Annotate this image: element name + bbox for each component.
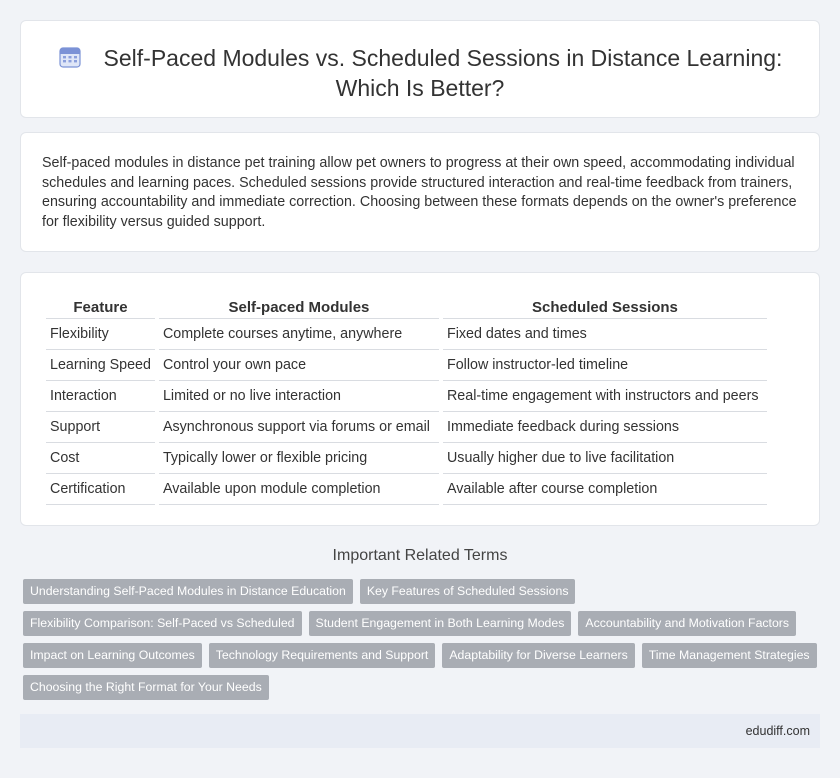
cell-scheduled: Real-time engagement with instructors and peers (443, 381, 767, 412)
related-term-tag[interactable]: Key Features of Scheduled Sessions (360, 579, 576, 604)
related-term-tag[interactable]: Choosing the Right Format for Your Needs (23, 675, 269, 700)
table-row (46, 412, 767, 443)
title-line-2: Which Is Better? (335, 75, 505, 101)
related-term-tag[interactable]: Adaptability for Diverse Learners (442, 643, 634, 668)
cell-scheduled: Fixed dates and times (443, 319, 767, 350)
related-term-tag[interactable]: Student Engagement in Both Learning Modes (309, 611, 572, 636)
related-term-tag[interactable]: Time Management Strategies (642, 643, 817, 668)
footer-site-link[interactable]: edudiff.com (745, 724, 810, 738)
table-row (46, 319, 767, 350)
table-row (46, 350, 767, 381)
cell-scheduled: Available after course completion (443, 474, 767, 505)
cell-self-paced: Typically lower or flexible pricing (159, 443, 439, 474)
related-term-tag[interactable]: Impact on Learning Outcomes (23, 643, 202, 668)
title-card (20, 20, 820, 118)
cell-feature: Support (46, 412, 155, 443)
cell-scheduled: Usually higher due to live facilitation (443, 443, 767, 474)
cell-self-paced: Limited or no live interaction (159, 381, 439, 412)
footer (20, 714, 820, 748)
related-term-tag[interactable]: Understanding Self-Paced Modules in Distance Education (23, 579, 353, 604)
related-term-tag[interactable]: Accountability and Motivation Factors (578, 611, 796, 636)
cell-feature: Interaction (46, 381, 155, 412)
related-terms-heading: Important Related Terms (332, 547, 508, 564)
header-feature: Feature (46, 295, 155, 319)
tag-row (23, 611, 823, 636)
tag-row (23, 643, 823, 668)
cell-feature: Learning Speed (46, 350, 155, 381)
cell-scheduled: Immediate feedback during sessions (443, 412, 767, 443)
table-header-row (46, 295, 767, 319)
cell-self-paced: Asynchronous support via forums or email (159, 412, 439, 443)
table-row (46, 381, 767, 412)
calendar-icon (58, 45, 82, 69)
cell-self-paced: Control your own pace (159, 350, 439, 381)
page-title (21, 43, 819, 103)
cell-self-paced: Complete courses anytime, anywhere (159, 319, 439, 350)
cell-feature: Certification (46, 474, 155, 505)
intro-card (20, 132, 820, 252)
cell-feature: Flexibility (46, 319, 155, 350)
header-scheduled: Scheduled Sessions (443, 295, 767, 319)
comparison-card (20, 272, 820, 526)
tag-row (23, 675, 823, 700)
related-term-tag[interactable]: Flexibility Comparison: Self-Paced vs Scheduled (23, 611, 302, 636)
related-term-tag[interactable]: Technology Requirements and Support (209, 643, 436, 668)
cell-feature: Cost (46, 443, 155, 474)
tag-row (23, 579, 823, 604)
intro-paragraph: Self-paced modules in distance pet training allow pet owners to progress at their own speed, accommodating individual schedules and learning paces. Scheduled sessions provide structured interaction and real-time feedback from trainers, ensuring accountability and immediate correction. Choosing between these formats depends on the owner's preference for flexibility versus guided support. (42, 155, 797, 230)
related-terms-tags (23, 579, 823, 707)
cell-scheduled: Follow instructor-led timeline (443, 350, 767, 381)
table-row (46, 443, 767, 474)
title-line-1: Self-Paced Modules vs. Scheduled Sessions in Distance Learning: (103, 45, 783, 71)
cell-self-paced: Available upon module completion (159, 474, 439, 505)
table-row (46, 474, 767, 505)
comparison-table (42, 295, 771, 505)
header-self-paced: Self-paced Modules (159, 295, 439, 319)
